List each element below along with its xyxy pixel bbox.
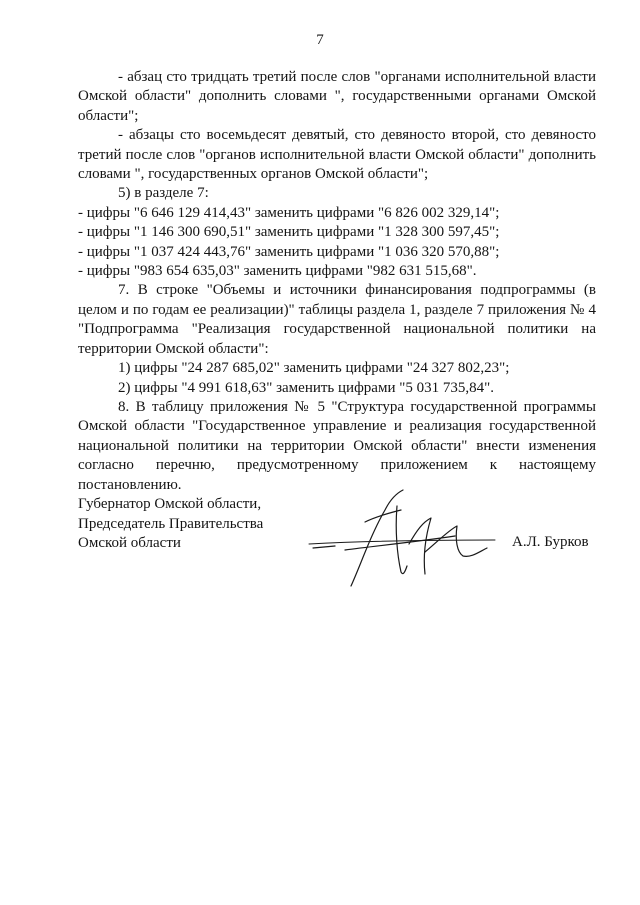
handwritten-signature	[305, 482, 505, 597]
signatory-title-block	[78, 495, 263, 554]
paragraph-item-8: 8. В таблицу приложения № 5 "Структура государственной программы Омской области "Государственное управление и реализация государственной национальной политики на территории Омской области" внести изменения согласно перечню, предусмотренному приложением к настоящему постановлению.	[78, 398, 596, 493]
paragraph-subitem-2: 2) цифры "4 991 618,63" заменить цифрами "5 031 735,84".	[118, 379, 494, 396]
paragraph-section-7-heading: 5) в разделе 7:	[118, 185, 209, 202]
paragraph-figures-1: - цифры "6 646 129 414,43" заменить цифрами "6 826 002 329,14";	[78, 204, 500, 221]
signer-name: А.Л. Бурков	[512, 534, 589, 550]
paragraph-abzacy-189-192-193: - абзацы сто восемьдесят девятый, сто девяносто второй, сто девяносто третий после слов "органов исполнительной власти Омской области" дополнить словами ", государственных органов Омской области";	[78, 127, 596, 183]
signatory-title-line-2: Председатель Правительства	[78, 515, 264, 532]
paragraph-subitem-1: 1) цифры "24 287 685,02" заменить цифрами "24 327 802,23";	[118, 360, 510, 377]
paragraph-abzac-133: - абзац сто тридцать третий после слов "органами исполнительной власти Омской области" дополнить словами ", государственными органами Омской области";	[78, 69, 596, 124]
paragraph-figures-4: - цифры "983 654 635,03" заменить цифрами "982 631 515,68".	[78, 263, 477, 280]
page-number: 7	[316, 32, 324, 48]
signatory-title-line-1: Губернатор Омской области,	[78, 496, 262, 512]
paragraph-item-7: 7. В строке "Объемы и источники финансирования подпрограммы (в целом и по годам ее реализации)" таблицы раздела 1, разделе 7 приложения № 4 "Подпрограмма "Реализация государственной национальной политики на территории Омской области":	[78, 282, 596, 357]
signatory-title-line-3: Омской области	[78, 535, 181, 552]
paragraph-figures-3: - цифры "1 037 424 443,76" заменить цифрами "1 036 320 570,88";	[78, 243, 500, 260]
paragraph-figures-2: - цифры "1 146 300 690,51" заменить цифрами "1 328 300 597,45";	[78, 224, 500, 241]
document-body	[78, 68, 596, 495]
